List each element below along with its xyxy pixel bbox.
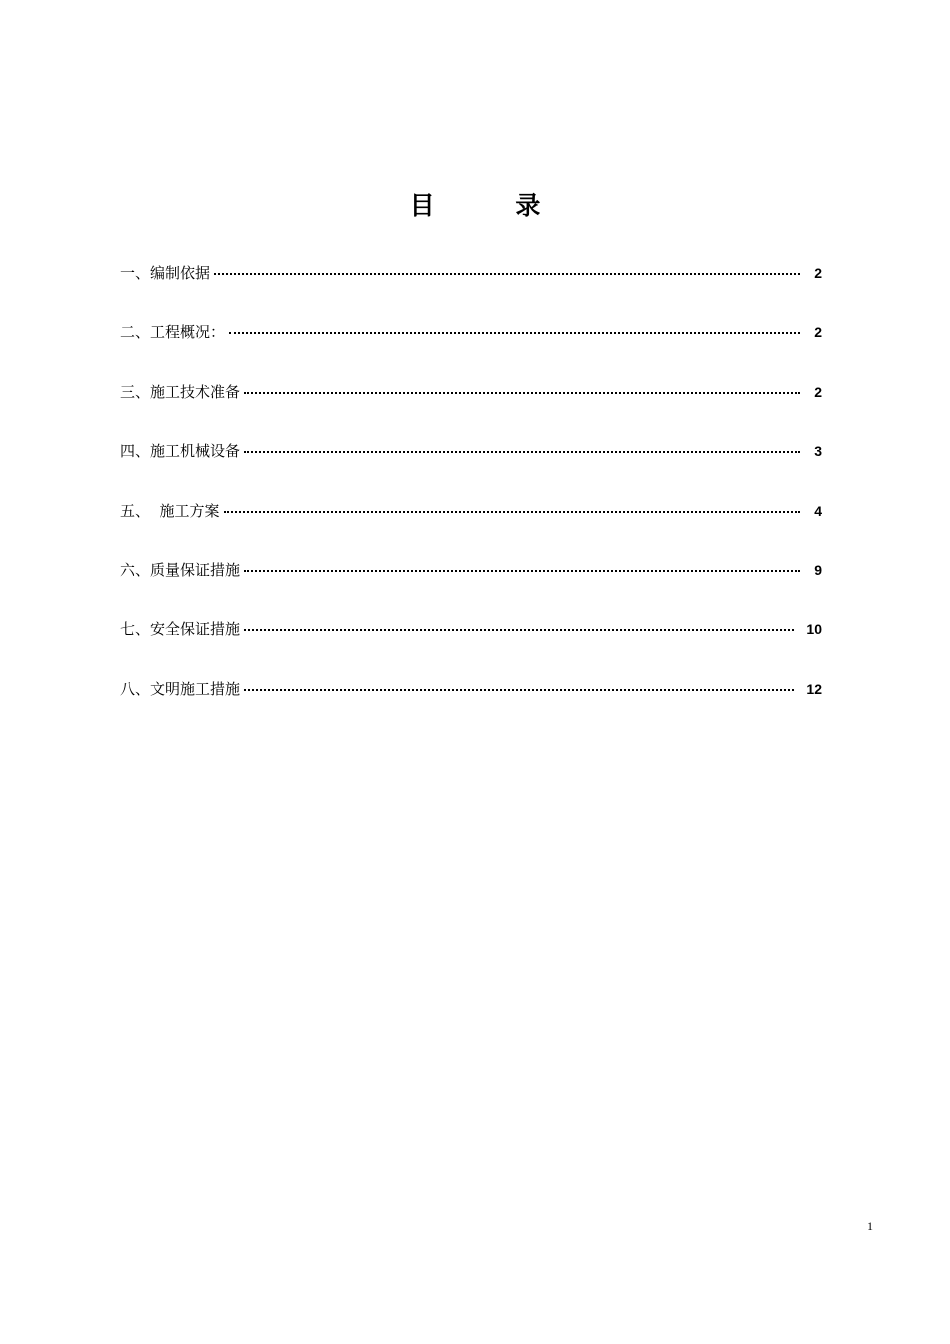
toc-entry-label: 二、工程概况： — [120, 323, 226, 342]
toc-leader-dots — [244, 392, 800, 394]
toc-entry-label: 五、 施工方案 — [120, 501, 220, 520]
toc-entry[interactable] — [120, 674, 822, 733]
toc-leader-dots — [244, 629, 794, 631]
toc-entry-page: 2 — [814, 383, 822, 400]
toc-leader-dots — [244, 570, 800, 572]
toc-entry[interactable] — [120, 258, 822, 317]
toc-entry-label: 三、施工技术准备 — [120, 382, 241, 401]
toc-entry[interactable] — [120, 317, 822, 376]
toc-entry-label: 八、文明施工措施 — [120, 679, 241, 698]
toc-leader-dots — [244, 451, 800, 453]
toc-entry[interactable] — [120, 496, 822, 555]
toc-entry-page: 9 — [814, 561, 822, 578]
toc-entry-label: 一、编制依据 — [120, 264, 211, 282]
toc-entry-label: 七、安全保证措施 — [120, 620, 241, 639]
toc-entry-page: 12 — [806, 680, 822, 697]
toc-list — [120, 258, 822, 733]
toc-entry[interactable] — [120, 555, 822, 614]
toc-entry[interactable] — [120, 436, 822, 495]
toc-entry-page: 10 — [806, 621, 822, 638]
toc-entry-label: 六、质量保证措施 — [120, 560, 241, 579]
toc-leader-dots — [244, 689, 794, 691]
toc-leader-dots — [229, 332, 800, 334]
toc-entry[interactable] — [120, 614, 822, 673]
toc-entry-page: 3 — [814, 443, 822, 460]
toc-entry-page: 2 — [814, 324, 822, 341]
toc-leader-dots — [224, 511, 800, 513]
toc-entry-page: 2 — [814, 265, 822, 281]
toc-title: 目 录 — [409, 191, 577, 220]
toc-leader-dots — [214, 273, 800, 275]
toc-entry[interactable] — [120, 377, 822, 436]
toc-entry-label: 四、施工机械设备 — [120, 442, 241, 461]
page-number: 1 — [867, 1219, 873, 1233]
toc-entry-page: 4 — [814, 502, 822, 519]
